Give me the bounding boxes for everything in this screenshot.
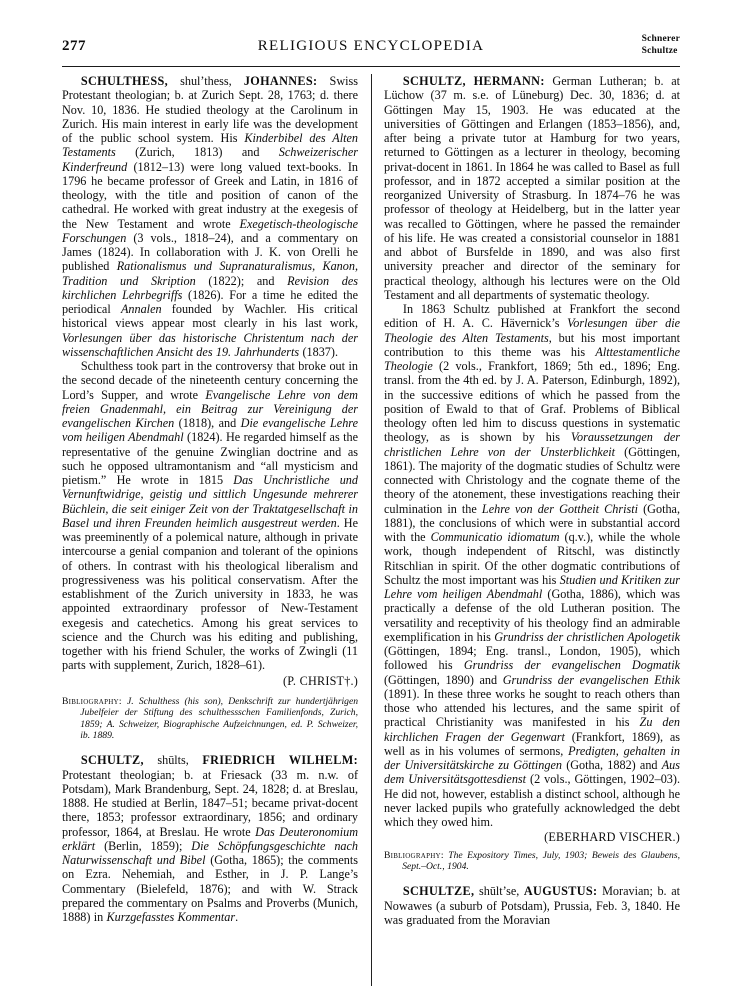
bibliography-label: Bibliography: — [62, 695, 122, 707]
entry-pronunciation: shul’thess, — [180, 74, 232, 88]
entry-body-text: Swiss Protestant theologian; b. at Zurich Sept. 28, 1763; d. there Nov. 10, 1836. He studied theology at the Carolinum in Zurich. His main interest in early life was the development of the public school system. His Kinderbibel des Alten Testaments (Zurich, 1813) and Schweizerischer Kinderfreund (1812–13) were long valued text-books. In 1796 he became professor of Greek and Latin, in 1816 of theology, with the title and position of canon of the cathedral. He worked with great industry at the exegesis of the New Testament and wrote Exegetisch-theologische Forschungen (3 vols., 1818–24), and a commentary on James (1824). In collaboration with J. K. von Orelli he published Rationalismus und Supranaturalismus, Kanon, Tradition und Skription (1822); and Revision des kirchlichen Lehrbegriffs (1826). For a time he edited the periodical Annalen founded by Wachler. His critical historical views appear most clearly in his last work, Vorlesungen über das historische Christentum nach der wissenschaftlichen Ansicht des 19. Jahrhunderts (1837). — [62, 74, 358, 359]
entry-schultze-augustus — [384, 884, 680, 927]
catchword-block — [642, 34, 680, 58]
entry-body-text: Protestant theologian; b. at Friesack (33 m. n.w. of Potsdam), Mark Brandenburg, Sept. 24, 1828; d. at Breslau, 1888. He studied at Berlin, 1847–51; became privat-docent there, 1853; professor extraordinary, 1856; and ordinary professor, 1864, at Breslau. He wrote Das Deuteronomium erklärt (Berlin, 1859); Die Schöpfungsgeschichte nach Naturwissenschaft und Bibel (Gotha, 1865); the comments on Ezra. Nehemiah, and Esther, in J. P. Lange’s Commentary (Bielefeld, 1876); and with W. Strack prepared the commentary on Psalms and Proverbs (Munich, 1888) in Kurzgefasstes Kommentar. — [62, 767, 359, 925]
entry-bibliography — [62, 696, 358, 742]
entry-paragraph-2: In 1863 Schultz published at Frankfort the second edition of H. A. C. Hävernick’s Vorlesungen über die Theologie des Alten Testaments, but his most important contribution to this theme was his Alttestamentliche Theologie (2 vols., Frankfort, 1869; 5th ed., 1896; Eng. transl. from the 4th ed. by J. A. Paterson, Edinburgh, 1892), in the successive editions of which he passed from the position of Ewald to that of Graf. Problems of Biblical theology often led him to discuss questions in systematic theology, as is shown by his Voraussetzungen der christlichen Lehre von der Unsterblichkeit (Göttingen, 1861). The majority of the dogmatic studies of Schultz were connected with Christology and the cognate theme of the theory of the atonement, these investigations reaching their culmination in the Lehre von der Gottheit Christi (Gotha, 1881), the conclusions of which were in substantial accord with the Communicatio idiomatum (q.v.), while the whole work, though independent of Ritschl, was distinctly Ritschlian in spirit. Of the other dogmatic contributions of Schultz the most important was his Studien und Kritiken zur Lehre vom heiligen Abendmahl (Gotha, 1886), which was practically a defense of the old Lutheran position. The versatility and receptivity of his theology find an admirable exemplification in his Grundriss der christlichen Apologetik (Göttingen, 1894; Eng. transl., London, 1905), which followed his Grundriss der evangelischen Dogmatik (Göttingen, 1890) and Grundriss der evangelischen Ethik (1891). In these three works he sought to reach others than those who attended his lectures, and the same spirit of practical Christianity was manifested in his Zu den kirchlichen Fragen der Gegenwart (Frankfort, 1869), as well as in his volumes of sermons, Predigten, gehalten in der Universitätskirche zu Göttingen (Gotha, 1882) and Aus dem Universitätsgottesdienst (2 vols., Göttingen, 1902–03). He did not, however, establish a distinct school, although he never lacked pupils who gratefully acknowledged the debt which they owed him. — [384, 302, 681, 829]
running-head — [62, 36, 680, 62]
entry-first-paragraph — [62, 74, 358, 359]
bibliography-label: Bibliography: — [384, 849, 444, 861]
entry-paragraph-2: Schulthess took part in the controversy that broke out in the second decade of the nineteenth century concerning the Lord’s Supper, and wrote Evangelische Lehre von dem freien Gnadenmahl, ein Beitrag zur Vereinigung der evangelischen Kirchen (1818), and Die evangelische Lehre vom heiligen Abendmahl (1824). He regarded himself as the representative of the genuine Zwinglian doctrine and as such he opposed ultramontanism and “all mysticism and pietism.” He wrote in 1815 Das Unchristliche und Vernunftwidrige, geistig und sittlich Ungesunde mehrerer Büchlein, die seit einiger Zeit von der Traktatgesellschaft in Basel und ihren Freunden heimlich ausgestreut werden. He was preeminently of a polemical nature, although in private intercourse a genial companion and tolerant of the opinions of others. In contrast with his theological liberalism and progressiveness was his political conservatism. After the establishment of the Zurich university in 1833, he was appointed extraordinary professor of New-Testament exegesis and catechetics. Among his great services to science and the Church was his editing and publishing, together with his friend Schuler, the works of Zwingli (11 parts with supplement, Zurich, 1828–61). — [62, 359, 358, 673]
entry-forename: AUGUSTUS: — [523, 884, 598, 899]
entry-headword: SCHULTHESS, — [80, 74, 168, 88]
header-rule — [62, 66, 680, 67]
entry-forename: HERMANN: — [473, 74, 545, 88]
entry-first-paragraph — [384, 884, 680, 927]
entry-schultz-friedrich-wilhelm — [62, 753, 358, 924]
body-columns — [62, 74, 680, 994]
entry-signature — [62, 674, 358, 688]
bibliography-text: The Expository Times, July, 1903; Beweis des Glaubens, Sept.–Oct., 1904. — [402, 849, 680, 872]
entry-bibliography — [384, 850, 680, 873]
entry-body-text: German Lutheran; b. at Lüchow (37 m. s.e. of Lüneburg) Dec. 30, 1836; d. at Göttingen May 15, 1903. He was educated at the universities of Göttingen and Erlangen (1853–1856), and, after being a private tutor at Hamburg for two years, returned to Göttingen as a lecturer in theology, becoming privat-docent in 1861. In 1864 he was called to Basel as full professor, and in 1872 accepted a similar position at the reorganized University of Strasburg. In 1874–76 he was professor of theology at Heidelberg, but in the latter year was recalled to Göttingen, where he passed the remainder of his life. He was created a consistorial counselor in 1881 and abbot of Bursfelde in 1890, and was also first university preacher and director of the seminary for practical theology, although his lectures were on the Old Testament and all departments of systematic theology. — [384, 74, 680, 302]
entry-first-paragraph — [384, 74, 680, 302]
entry-pronunciation: shūlt’se, — [478, 884, 520, 899]
entry-body-text: Moravian; b. at Nowawes (a suburb of Potsdam), Prussia, Feb. 3, 1840. He was graduated from the Moravian — [384, 884, 680, 927]
catchword-line-2: Schultze — [641, 45, 678, 56]
entry-headword: SCHULTZ, — [80, 753, 144, 768]
entry-headword: SCHULTZ, — [402, 74, 466, 88]
signature-text: (P. CHRIST†.) — [283, 673, 358, 688]
right-column — [384, 74, 680, 994]
entry-headword: SCHULTZE, — [402, 884, 475, 899]
catchword-line-1: Schnerer — [641, 34, 680, 44]
left-column — [62, 74, 358, 994]
signature-text: (EBERHARD VISCHER.) — [544, 830, 680, 845]
entry-first-paragraph — [62, 753, 358, 924]
entry-schultz-hermann — [384, 74, 680, 872]
running-title: RELIGIOUS ENCYCLOPEDIA — [257, 38, 485, 54]
entry-forename: JOHANNES: — [243, 74, 318, 88]
bibliography-text: J. Schulthess (his son), Denkschrift zur hundertjährigen Jubelfeier der Stiftung des schulthessschen Familienfonds, Zurich, 1859; A. Schweizer, Biographische Aufzeichnungen, ed. P. Schweizer, ib. 1889. — [80, 695, 359, 741]
entry-schulthess-johannes — [62, 74, 358, 741]
entry-pronunciation: shūlts, — [157, 753, 189, 768]
entry-forename: FRIEDRICH WILHELM: — [202, 753, 358, 768]
column-divider — [371, 74, 372, 986]
entry-signature — [384, 830, 680, 844]
page-number: 277 — [62, 38, 86, 54]
